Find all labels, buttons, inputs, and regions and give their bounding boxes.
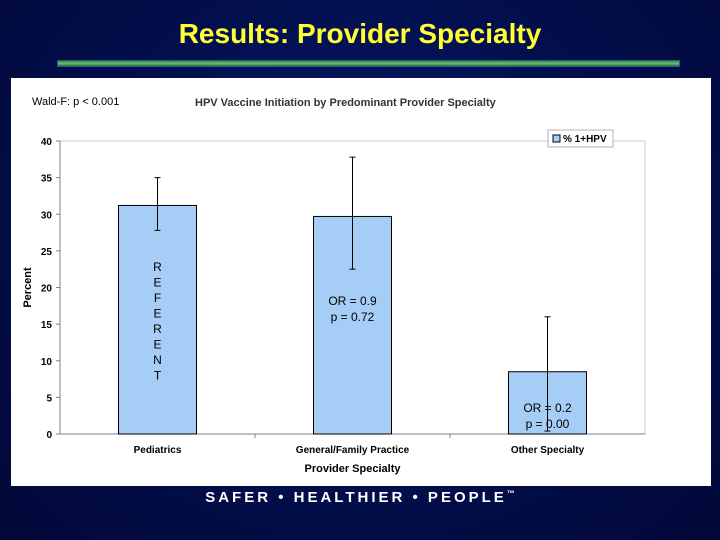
bar-annotation: p = 0.72 — [330, 310, 375, 324]
bar-annotation: R — [153, 322, 162, 336]
slide-title: Results: Provider Specialty — [178, 18, 542, 49]
bar-annotation: p = 0.00 — [525, 417, 570, 431]
bar-annotation: R — [153, 260, 162, 274]
bar-annotation: T — [153, 368, 162, 383]
x-tick-label: Other Specialty — [510, 445, 585, 456]
y-axis-label: Percent — [22, 267, 34, 308]
trademark-symbol: ™ — [506, 489, 515, 498]
legend-swatch — [553, 135, 560, 142]
bar-annotation: E — [153, 306, 162, 321]
title-divider — [57, 60, 680, 67]
bar-annotation: N — [153, 353, 162, 367]
y-tick-label: 15 — [40, 320, 52, 332]
y-tick-label: 35 — [40, 173, 52, 185]
legend-label: % 1+HPV — [563, 134, 607, 145]
bar-annotation: E — [153, 275, 162, 290]
y-tick-label: 25 — [40, 246, 52, 258]
chart-title: HPV Vaccine Initiation by Predominant Provider Specialty — [195, 97, 496, 109]
y-tick-label: 20 — [40, 283, 52, 295]
bar-annotation: OR = 0.9 — [328, 294, 377, 308]
x-tick-label: Pediatrics — [133, 445, 182, 456]
bar-chart — [11, 78, 711, 486]
x-tick-label: General/Family Practice — [295, 445, 410, 456]
x-axis-label: Provider Specialty — [304, 463, 401, 475]
stat-test-label: Wald-F: p < 0.001 — [32, 96, 120, 108]
y-tick-label: 30 — [40, 210, 52, 222]
footer-text: SAFER • HEALTHIER • PEOPLE — [205, 489, 507, 506]
bar-annotation: F — [153, 291, 162, 305]
y-tick-label: 40 — [40, 137, 52, 148]
bar-annotation: OR = 0.2 — [523, 401, 572, 415]
y-tick-label: 0 — [46, 430, 52, 441]
chart-panel — [11, 78, 711, 486]
bar-annotation: E — [153, 337, 162, 352]
y-tick-label: 10 — [40, 356, 52, 368]
y-tick-label: 5 — [46, 393, 52, 405]
footer-tagline — [0, 489, 720, 506]
